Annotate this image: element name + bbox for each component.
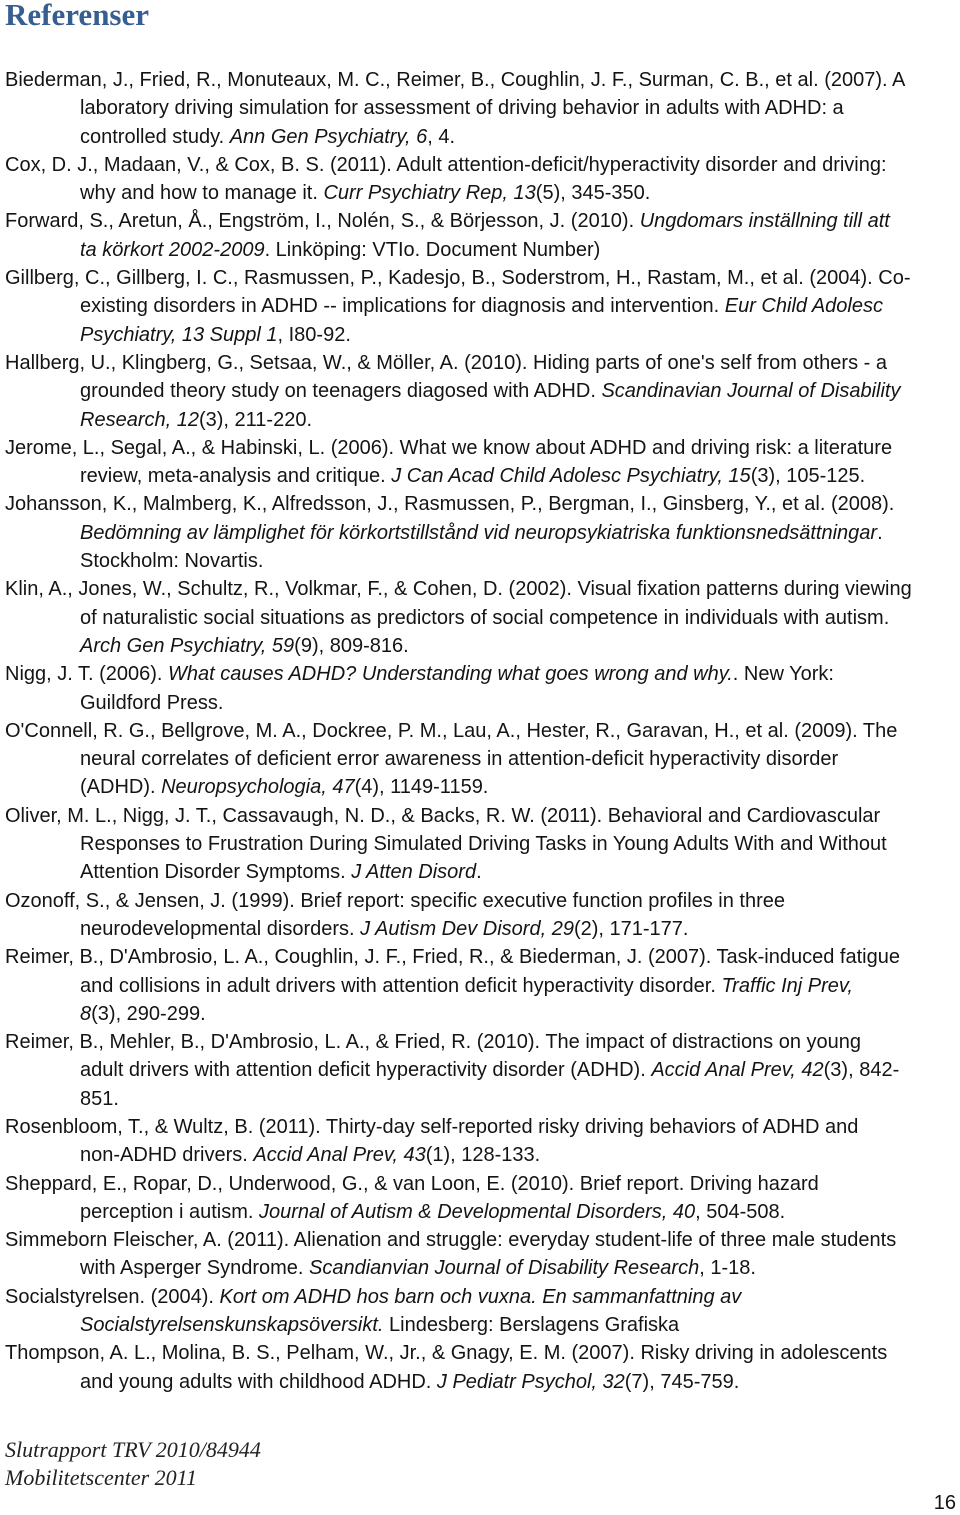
reference-line	[0, 830, 960, 858]
reference-line	[0, 943, 960, 971]
reference-text: Johansson, K., Malmberg, K., Alfredsson, J., Rasmussen, P., Bergman, I., Ginsberg, Y., et al. (2008).	[5, 493, 895, 516]
reference-source-title: Bedömning av lämplighet för körkortstillstånd vid neuropsykiatriska funktionsnedsättningar	[80, 521, 878, 544]
reference-text: O'Connell, R. G., Bellgrove, M. A., Dockree, P. M., Lau, A., Hester, R., Garavan, H., et al. (2009). The	[5, 719, 898, 742]
reference-entry	[0, 1339, 960, 1396]
reference-text: . New York:	[732, 663, 834, 686]
reference-line	[0, 745, 960, 773]
reference-line	[0, 434, 960, 462]
reference-text: why and how to manage it.	[80, 182, 324, 205]
reference-text: (4), 1149-1159.	[354, 776, 489, 799]
reference-text: Forward, S., Aretun, Å., Engström, I., Nolén, S., & Börjesson, J. (2010).	[5, 210, 640, 233]
reference-source-title: Research, 12	[80, 408, 199, 431]
reference-line	[0, 575, 960, 603]
reference-source-title: J Pediatr Psychol, 32	[436, 1370, 625, 1393]
reference-line	[0, 1056, 960, 1084]
reference-line	[0, 1254, 960, 1282]
reference-entry	[0, 660, 960, 717]
reference-source-title: 8	[80, 1002, 92, 1025]
reference-text: Klin, A., Jones, W., Schultz, R., Volkmar, F., & Cohen, D. (2002). Visual fixation patterns during viewing	[5, 578, 912, 601]
reference-line	[0, 547, 960, 575]
reference-text: grounded theory study on teenagers diagosed with ADHD.	[80, 380, 602, 403]
reference-line	[0, 1170, 960, 1198]
reference-entry	[0, 490, 960, 575]
reference-entry	[0, 943, 960, 1028]
reference-entry	[0, 575, 960, 660]
reference-text: of naturalistic social situations as predictors of social competence in individuals with autism.	[80, 606, 890, 629]
reference-line	[0, 1226, 960, 1254]
reference-text: .	[877, 521, 883, 544]
reference-line	[0, 236, 960, 264]
reference-text: and collisions in adult drivers with attention deficit hyperactivity disorder.	[80, 974, 722, 997]
page-title: Referenser	[5, 0, 150, 32]
reference-text: (5), 345-350.	[535, 182, 651, 205]
page-number: 16	[933, 1492, 956, 1514]
reference-entry	[0, 1226, 960, 1283]
footer-organization: Mobilitetscenter 2011	[5, 1465, 198, 1490]
reference-line	[0, 972, 960, 1000]
reference-entry	[0, 207, 960, 264]
reference-line	[0, 604, 960, 632]
reference-line	[0, 151, 960, 179]
footer-report-id: Slutrapport TRV 2010/84944	[5, 1437, 261, 1462]
reference-text: (ADHD).	[80, 776, 162, 799]
reference-entry	[0, 1170, 960, 1227]
reference-line	[0, 207, 960, 235]
reference-line	[0, 377, 960, 405]
reference-text: neurodevelopmental disorders.	[80, 917, 361, 940]
reference-entry	[0, 802, 960, 887]
reference-text: (3), 105-125.	[750, 465, 866, 488]
reference-entry	[0, 1028, 960, 1113]
reference-text: (9), 809-816.	[294, 634, 409, 657]
reference-line	[0, 94, 960, 122]
reference-text: Nigg, J. T. (2006).	[5, 663, 169, 686]
reference-entry	[0, 434, 960, 491]
reference-entry	[0, 349, 960, 434]
reference-line	[0, 321, 960, 349]
reference-text: Gillberg, C., Gillberg, I. C., Rasmussen, P., Kadesjo, B., Soderstrom, H., Rastam, M., et al. (2004). Co-	[5, 267, 911, 290]
reference-source-title: Neuropsychologia, 47	[161, 776, 355, 799]
reference-text: .	[476, 861, 482, 884]
reference-source-title: Traffic Inj Prev,	[721, 974, 853, 997]
reference-line	[0, 292, 960, 320]
reference-line	[0, 858, 960, 886]
reference-line	[0, 1113, 960, 1141]
reference-source-title: Psychiatry, 13 Suppl 1	[80, 323, 278, 346]
reference-text: with Asperger Syndrome.	[80, 1257, 309, 1280]
reference-source-title: Scandinavian Journal of Disability	[601, 380, 901, 403]
reference-text: Ozonoff, S., & Jensen, J. (1999). Brief report: specific executive function profiles in three	[5, 889, 786, 912]
reference-text: Cox, D. J., Madaan, V., & Cox, B. S. (2011). Adult attention-deficit/hyperactivity disorder and driving:	[5, 153, 887, 176]
reference-text: (7), 745-759.	[624, 1370, 740, 1393]
reference-text: Sheppard, E., Ropar, D., Underwood, G., & van Loon, E. (2010). Brief report. Driving hazard	[5, 1172, 819, 1195]
reference-line	[0, 1283, 960, 1311]
reference-source-title: J Atten Disord	[351, 861, 477, 884]
reference-text: Jerome, L., Segal, A., & Habinski, L. (2006). What we know about ADHD and driving risk: a literature	[5, 436, 893, 459]
reference-text: Lindesberg: Berslagens Grafiska	[383, 1314, 680, 1337]
reference-line	[0, 802, 960, 830]
reference-entry	[0, 717, 960, 802]
reference-source-title: Ann Gen Psychiatry, 6	[229, 125, 428, 148]
reference-line	[0, 887, 960, 915]
reference-text: perception i autism.	[80, 1200, 259, 1223]
reference-text: and young adults with childhood ADHD.	[80, 1370, 437, 1393]
reference-source-title: Arch Gen Psychiatry, 59	[80, 634, 295, 657]
reference-line	[0, 66, 960, 94]
reference-text: Rosenbloom, T., & Wultz, B. (2011). Thirty-day self-reported risky driving behaviors of ADHD and	[5, 1115, 859, 1138]
reference-entry	[0, 1113, 960, 1170]
reference-source-title: J Autism Dev Disord, 29	[360, 917, 574, 940]
reference-text: . Linköping: VTIo. Document Number)	[264, 238, 601, 261]
reference-text: Biederman, J., Fried, R., Monuteaux, M. C., Reimer, B., Coughlin, J. F., Surman, C. B., et al. (2007). A	[5, 69, 906, 91]
reference-line	[0, 1028, 960, 1056]
reference-text: Guildford Press.	[80, 691, 224, 714]
reference-text: Hallberg, U., Klingberg, G., Setsaa, W., & Möller, A. (2010). Hiding parts of one's self from others - a	[5, 351, 887, 374]
reference-text: 851.	[80, 1087, 119, 1110]
reference-text: non-ADHD drivers.	[80, 1144, 254, 1167]
reference-source-title: J Can Acad Child Adolesc Psychiatry, 15	[391, 465, 751, 488]
reference-line	[0, 717, 960, 745]
reference-text: (3), 290-299.	[91, 1002, 206, 1025]
reference-line	[0, 1311, 960, 1339]
reference-text: Thompson, A. L., Molina, B. S., Pelham, W., Jr., & Gnagy, E. M. (2007). Risky driving in adolescents	[5, 1342, 888, 1365]
reference-text: laboratory driving simulation for assessment of driving behavior in adults with ADHD: a	[80, 97, 844, 120]
reference-text: (1), 128-133.	[425, 1144, 541, 1167]
reference-source-title: Kort om ADHD hos barn och vuxna. En sammanfattning av	[219, 1285, 742, 1308]
reference-list	[0, 66, 960, 1396]
reference-line	[0, 1000, 960, 1028]
reference-source-title: Eur Child Adolesc	[724, 295, 883, 318]
reference-line	[0, 462, 960, 490]
reference-source-title: Socialstyrelsenskunskapsöversikt.	[80, 1314, 384, 1337]
reference-source-title: Scandianvian Journal of Disability Research	[309, 1257, 700, 1280]
reference-text: (3), 842-	[823, 1059, 900, 1082]
reference-text: Attention Disorder Symptoms.	[80, 861, 352, 884]
reference-entry	[0, 151, 960, 208]
reference-line	[0, 349, 960, 377]
reference-line	[0, 123, 960, 151]
reference-entry	[0, 887, 960, 944]
reference-source-title: Ungdomars inställning till att	[639, 210, 890, 233]
reference-text: (2), 171-177.	[573, 917, 689, 940]
reference-entry	[0, 264, 960, 349]
reference-line	[0, 179, 960, 207]
reference-line	[0, 1198, 960, 1226]
reference-source-title: Journal of Autism & Developmental Disorders, 40	[258, 1200, 696, 1223]
reference-line	[0, 773, 960, 801]
reference-text: adult drivers with attention deficit hyperactivity disorder (ADHD).	[80, 1059, 652, 1082]
reference-text: Socialstyrelsen. (2004).	[5, 1285, 220, 1308]
reference-entry	[0, 1283, 960, 1340]
reference-line	[0, 264, 960, 292]
reference-line	[0, 1339, 960, 1367]
reference-source-title: Accid Anal Prev, 42	[651, 1059, 824, 1082]
reference-text: , 4.	[427, 125, 456, 148]
reference-text: Oliver, M. L., Nigg, J. T., Cassavaugh, N. D., & Backs, R. W. (2011). Behavioral and Cardiovascular	[5, 804, 881, 827]
reference-line	[0, 406, 960, 434]
reference-entry	[0, 66, 960, 151]
reference-line	[0, 689, 960, 717]
reference-text: Simmeborn Fleischer, A. (2011). Alienation and struggle: everyday student-life of three male students	[5, 1229, 897, 1252]
reference-text: neural correlates of deficient error awareness in attention-deficit hyperactivity disorder	[80, 748, 839, 771]
reference-source-title: What causes ADHD? Understanding what goes wrong and why.	[168, 663, 733, 686]
reference-text: , 504-508.	[695, 1200, 786, 1223]
reference-text: review, meta-analysis and critique.	[80, 465, 392, 488]
reference-line	[0, 519, 960, 547]
reference-text: Stockholm: Novartis.	[80, 550, 264, 573]
reference-text: controlled study.	[80, 125, 230, 148]
reference-line	[0, 1368, 960, 1396]
reference-text: , 1-18.	[699, 1257, 756, 1280]
reference-text: existing disorders in ADHD -- implications for diagnosis and intervention.	[80, 295, 725, 318]
reference-text: Reimer, B., Mehler, B., D'Ambrosio, L. A., & Fried, R. (2010). The impact of distractions on young	[5, 1031, 862, 1054]
reference-text: (3), 211-220.	[198, 408, 312, 431]
reference-text: Reimer, B., D'Ambrosio, L. A., Coughlin, J. F., Fried, R., & Biederman, J. (2007). Task-induced fatigue	[5, 946, 900, 969]
reference-text: , I80-92.	[277, 323, 351, 346]
reference-line	[0, 490, 960, 518]
reference-source-title: Curr Psychiatry Rep, 13	[323, 182, 536, 205]
reference-line	[0, 1141, 960, 1169]
reference-line	[0, 660, 960, 688]
reference-line	[0, 1085, 960, 1113]
reference-text: Responses to Frustration During Simulated Driving Tasks in Young Adults With and Without	[80, 833, 887, 856]
reference-source-title: Accid Anal Prev, 43	[253, 1144, 426, 1167]
reference-line	[0, 632, 960, 660]
reference-line	[0, 915, 960, 943]
reference-source-title: ta körkort 2002-2009	[80, 238, 265, 261]
